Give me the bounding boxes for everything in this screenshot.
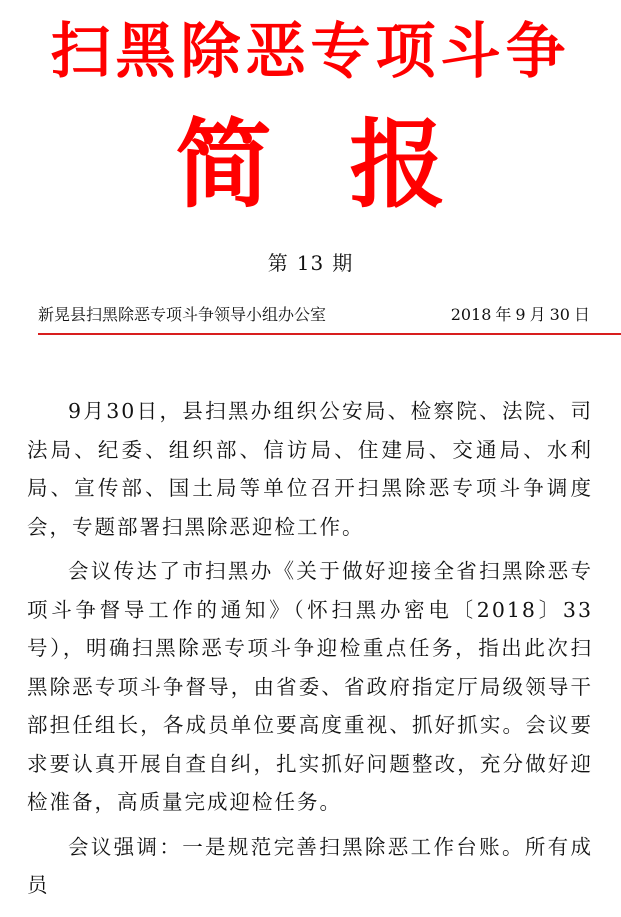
issue-number-value: 13	[296, 251, 325, 275]
date-month: 9	[515, 305, 526, 324]
issue-prefix: 第	[267, 251, 289, 275]
masthead-subtitle-char-2: 报	[349, 109, 446, 221]
article-body	[27, 392, 593, 911]
date-year-label: 年	[495, 305, 512, 324]
date-month-label: 月	[529, 305, 546, 324]
issue-suffix: 期	[332, 251, 354, 275]
date-day-label: 日	[573, 305, 590, 324]
masthead-subtitle	[0, 105, 621, 225]
body-paragraph: 会议强调：一是规范完善扫黑除恶工作台账。所有成员	[27, 834, 593, 897]
header-divider-rule	[38, 333, 621, 335]
date-year: 2018	[450, 305, 492, 324]
body-paragraph: 会议传达了市扫黑办《关于做好迎接全省扫黑除恶专项斗争督导工作的通知》（怀扫黑办密电〔2018〕33号），明确扫黑除恶专项斗争迎检重点任务，指出此次扫黑除恶专项斗争督导，由省委、省政府指定厅局级领导干部担任组长，各成员单位要高度重视、抓好抓实。会议要求要认真开展自查自纠，扎实抓好问题整改，充分做好迎检准备，高质量完成迎检任务。	[27, 559, 593, 814]
body-paragraph: 9月30日，县扫黑办组织公安局、检察院、法院、司法局、纪委、组织部、信访局、住建局、交通局、水利局、宣传部、国土局等单位召开扫黑除恶专项斗争调度会，专题部署扫黑除恶迎检工作。	[27, 399, 593, 539]
issue-date	[451, 302, 590, 328]
issue-number	[0, 248, 621, 278]
masthead-subtitle-char-1: 简	[175, 109, 272, 221]
masthead-title: 扫黑除恶专项斗争	[50, 17, 571, 87]
issuer-row	[38, 302, 590, 328]
date-day: 30	[549, 305, 570, 324]
issuing-organization: 新晃县扫黑除恶专项斗争领导小组办公室	[38, 305, 327, 324]
